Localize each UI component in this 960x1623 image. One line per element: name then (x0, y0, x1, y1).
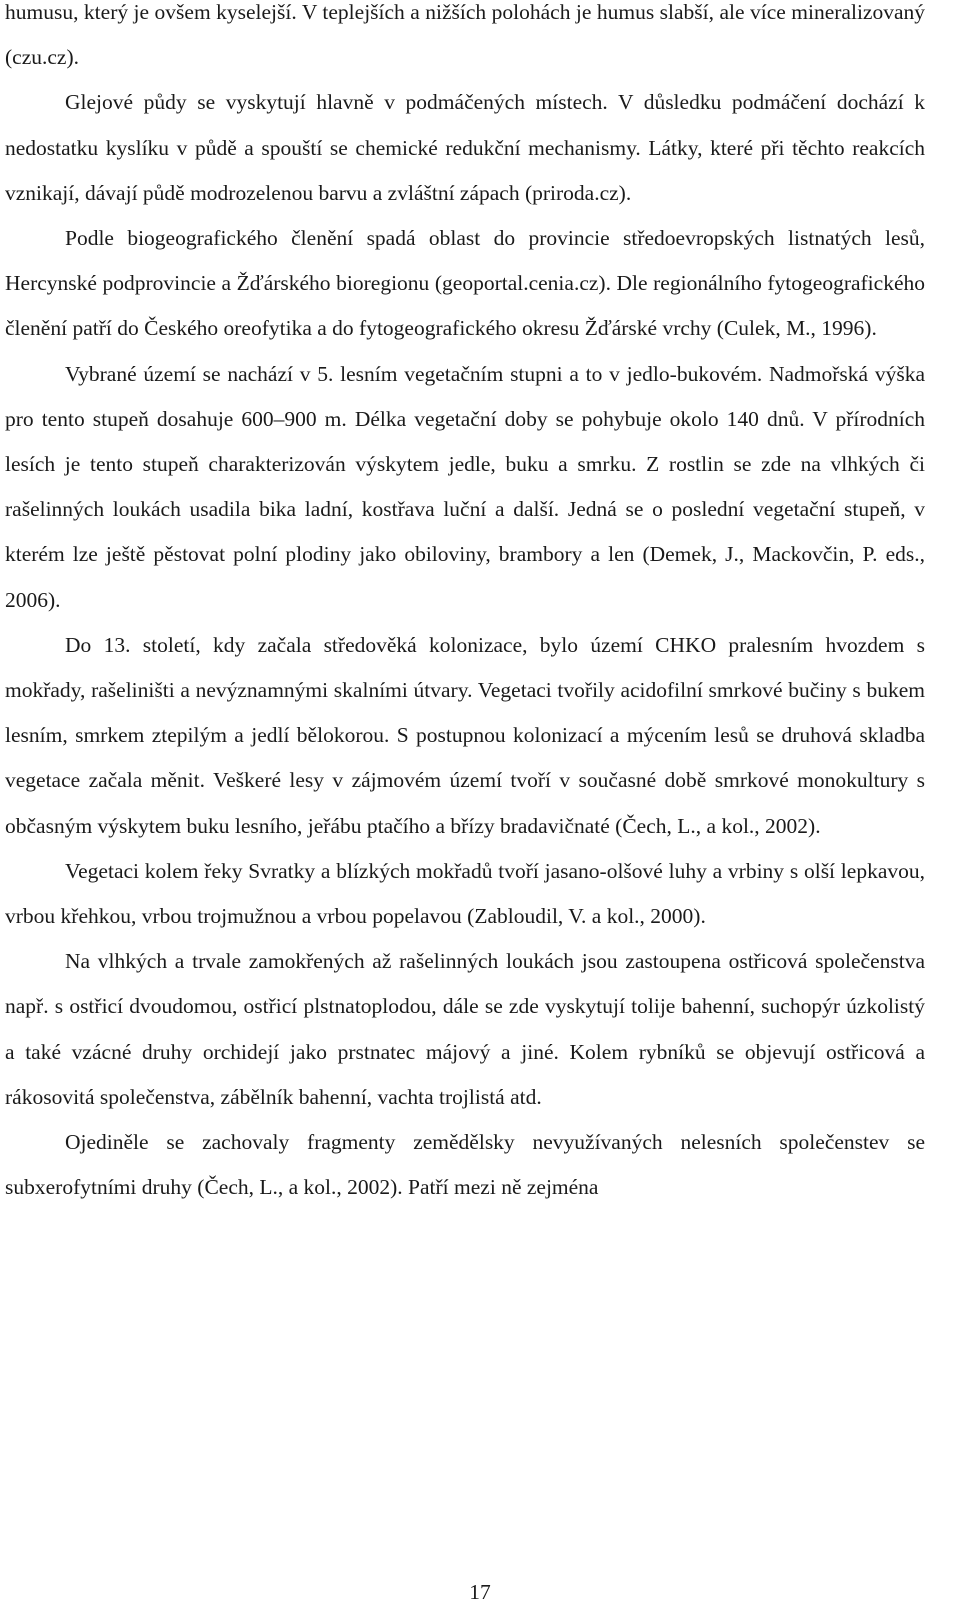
paragraph-colonization: Do 13. století, kdy začala středověká kolonizace, bylo území CHKO pralesním hvozdem s mokřady, rašeliništi a nevýznamnými skalními útvary. Vegetaci tvořily acidofilní smrkové bučiny s bukem lesním, smrkem ztepilým a jedlí bělokorou. S postupnou kolonizací a mýcením lesů se druhová skladba vegetace začala měnit. Veškeré lesy v zájmovém území tvoří v současné době smrkové monokultury s občasným výskytem buku lesního, jeřábu ptačího a břízy bradavičnaté (Čech, L., a kol., 2002). (5, 632, 925, 838)
paragraph-svratka-vegetation: Vegetaci kolem řeky Svratky a blízkých mokřadů tvoří jasano-olšové luhy a vrbiny s olší lepkavou, vrbou křehkou, vrbou trojmužnou a vrbou popelavou (Zabloudil, V. a kol., 2000). (5, 858, 925, 929)
page-number: 17 (469, 1580, 491, 1604)
paragraph-humus-continuation: humusu, který je ovšem kyselejší. V teplejších a nižších polohách je humus slabší, ale více mineralizovaný (czu.cz). (5, 0, 925, 70)
paragraph-wet-meadows: Na vlhkých a trvale zamokřených až rašelinných loukách jsou zastoupena ostřicová společenstva např. s ostřicí dvoudomou, ostřicí plstnatoplodou, dále se zde vyskytují tolije bahenní, suchopýr úzkolistý a také vzácné druhy orchidejí jako prstnatec májový a jiné. Kolem rybníků se objevují ostřicová a rákosovitá společenstva, zábělník bahenní, vachta trojlistá atd. (5, 949, 925, 1109)
paragraph-subxerophytic: Ojediněle se zachovaly fragmenty zemědělsky nevyužívaných nelesních společenstev se subxerofytními druhy (Čech, L., a kol., 2002). Patří mezi ně zejména (5, 1130, 925, 1200)
paragraph-vegetation-zone: Vybrané území se nachází v 5. lesním vegetačním stupni a to v jedlo-bukovém. Nadmořská výška pro tento stupeň dosahuje 600–900 m. Délka vegetační doby se pohybuje okolo 140 dnů. V přírodních lesích je tento stupeň charakterizován výskytem jedle, buku a smrku. Z rostlin se zde na vlhkých či rašelinných loukách usadila bika ladní, kostřava luční a další. Jedná se o poslední vegetační stupeň, v kterém lze ještě pěstovat polní plodiny jako obiloviny, brambory a len (Demek, J., Mackovčin, P. eds., 2006). (5, 361, 925, 612)
body-text (5, 0, 925, 1210)
paragraph-gley-soils: Glejové půdy se vyskytují hlavně v podmáčených místech. V důsledku podmáčení dochází k nedostatku kyslíku v půdě a spouští se chemické redukční mechanismy. Látky, které při těchto reakcích vznikají, dávají půdě modrozelenou barvu a zvláštní zápach (priroda.cz). (5, 90, 925, 205)
paragraph-biogeography: Podle biogeografického členění spadá oblast do provincie středoevropských listnatých lesů, Hercynské podprovincie a Žďárského bioregionu (geoportal.cenia.cz). Dle regionálního fytogeografického členění patří do Českého oreofytika a do fytogeografického okresu Žďárské vrchy (Culek, M., 1996). (5, 226, 925, 341)
